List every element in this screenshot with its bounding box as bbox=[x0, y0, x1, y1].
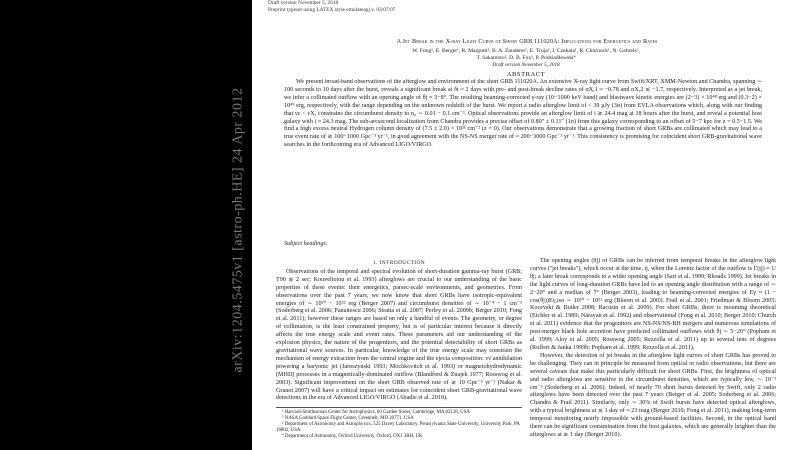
preprint-header bbox=[268, 0, 396, 13]
affiliation-1: ¹ Harvard-Smithsonian Center for Astrophysics, 60 Garden Street, Cambridge, MA 02138, USA bbox=[282, 410, 470, 416]
paper-title: A Jet Break in the X-ray Light Curve of Short GRB 111020A: Implications for Energetics and Rates bbox=[396, 38, 658, 45]
left-black-margin bbox=[0, 0, 252, 450]
affiliation-3: ³ Department of Astronomy and Astrophysics, 525 Davey Laboratory, Pennsylvania State University, University Park, PA 16802, USA bbox=[276, 422, 520, 434]
affiliation-4: ⁴ Department of Astronomy, Oxford University, Oxford, OX1 3RH, UK bbox=[282, 434, 423, 440]
affiliations-footnotes bbox=[276, 407, 522, 440]
affiliation-2: ² NASA Goddard Space Flight Center, Greenbelt, MD 20771, USA bbox=[282, 416, 414, 422]
intro-paragraph-left: Observations of the temporal and spectral evolution of short-duration gamma-ray burst (GRB; T90 ≲ 2 sec; Kouveliotou et al. 1993) afterglows are crucial to our understanding of the basic properties of these events: their energetics, parsec-scale environments, and geometries. From observations over the past 7 years, we now know that short GRBs have isotropic-equivalent energies of ∼ 10⁵⁰ − 10⁵² erg (Berger 2007) and circumburst densities of ∼ 10⁻⁴ − 1 cm⁻³ (Soderberg et al. 2006; Panaitescu 2006; Stratta et al. 2007; Perley et al. 2009b; Berger 2010; Fong et al. 2011); however these ranges are based on only a handful of events. The geometry, or degree of collimation, is the least constrained property, but is of particular interest because it directly affects the true energy scale and event rates. These parameters aid our understanding of the explosion physics, the nature of the progenitors, and the potential detectability of short GRBs as gravitational wave sources. In particular, knowledge of the true energy scale may constrain the mechanism of energy extraction from the central engine and the ejecta composition: νν̄ annihilation powering a baryonic jet (Jaroszynski 1993; Mochkovitch et al. 1993) or magnetohydrodynamic (MHD) processes in a magnetically-dominated outflow (Blandford & Znajek 1977; Rosswog et al. 2003). Significant improvement on the short GRB observed rate of ≳ 10 Gpc⁻³ yr⁻¹ (Nakar & Granot 2007) will have a critical impact on estimates for coincident short GRB-gravitational wave detections in the era of Advanced LIGO/VIRGO (Abadie et al. 2010). bbox=[276, 268, 522, 402]
authors-line-2: T. Sakamoto², D. B. Fox³, P. Podsiadlowski⁴ bbox=[476, 55, 576, 61]
template-line: Preprint typeset using LATEX style emulateapj v. 03/07/07 bbox=[268, 6, 396, 13]
arxiv-id-text: arXiv:1204.5475v1 [astro-ph.HE] 24 Apr 2012 bbox=[231, 87, 247, 373]
author-draft-version: Draft version November 5, 2018 bbox=[492, 62, 560, 68]
paper-page bbox=[252, 0, 800, 450]
right-column bbox=[530, 258, 776, 450]
section-heading-introduction: 1. INTRODUCTION bbox=[372, 260, 426, 266]
left-column bbox=[276, 260, 522, 446]
abstract-heading: ABSTRACT bbox=[506, 71, 546, 78]
draft-version-line: Draft version November 5, 2018 bbox=[268, 0, 339, 6]
authors-line-1: W. Fong¹, E. Berger¹, R. Margutti¹, B. A. Zauderer¹, E. Troja², I. Czekala¹, R. Chornock¹, N. Gehrels², bbox=[412, 48, 640, 54]
author-list bbox=[276, 48, 776, 62]
abstract-text: We present broad-band observations of the afterglow and environment of the short GRB 111020A. An extensive X-ray light curve from Swift/XRT, XMM-Newton and Chandra, spanning ∼ 100 seconds to 10 days after the burst, reveals a significant break at δt ≈ 2 days with pre- and post-break decline rates of αX,1 ≈ −0.78 and αX,2 ≲ −1.7, respectively. Interpreted as a jet break, we infer a collimated outflow with an opening angle of θj ≈ 3−8°. The resulting beaming-corrected γ-ray (10−1000 keV band) and blastwave kinetic energies are (2−3) × 10⁴⁸ erg and (0.3−2) × 10⁴⁹ erg, respectively, with the range depending on the unknown redshift of the burst. We report a radio afterglow limit of < 39 μJy (3σ) from EVLA observations which, along with our finding that νc < νX, constrains the circumburst density to n₀ ∼ 0.01 − 0.1 cm⁻³. Optical observations provide an afterglow limit of i ≳ 24.4 mag at 18 hours after the burst, and reveal a potential host galaxy with i ≈ 24.3 mag. The sub-arcsecond localization from Chandra provides a precise offset of 0.80″ ± 0.11″ (1σ) from this galaxy corresponding to an offset of 5−7 kpc for z = 0.5−1.5. We find a high excess neutral Hydrogen column density of (7.5 ± 2.0) × 10²¹ cm⁻² (z = 0). Our observations demonstrate that a growing fraction of short GRBs are collimated which may lead to a true event rate of ≳ 100−1000 Gpc⁻³ yr⁻¹, in good agreement with the NS-NS merger rate of ≈ 200−3000 Gpc⁻³ yr⁻¹. This consistency is promising for coincident short GRB-gravitational wave searches in the forthcoming era of Advanced LIGO/VIRGO. bbox=[284, 79, 762, 149]
arxiv-identifier-stamp bbox=[226, 60, 252, 400]
intro-paragraph-right-1: The opening angles (θj) of GRBs can be inferred from temporal breaks in the afterglow light curves ("jet breaks"), which occur at the time, tj, when the Lorentz factor of the outflow is Γ(tj) ≈ 1/θj; a later break corresponds to a wider opening angle (Sari et al. 1999; Rhoads 1999). Jet breaks in the light curves of long-duration GRBs have led to an opening angle distribution with a range of ∼ 2−20° and a median of 7° (Berger 2003), leading to beaming-corrected energies of Eγ ≈ (1 − cos(θj))Eγ,iso ∼ 10⁵⁰ − 10⁵¹ erg (Bloom et al. 2003; Frail et al. 2001; Friedman & Bloom 2005; Kocevski & Butler 2008; Racusin et al. 2009). For short GRBs, there is mounting theoretical (Eichler et al. 1989; Narayan et al. 1992) and observational (Fong et al. 2010; Berger 2010; Church et al. 2011) evidence that the progenitors are NS-NS/NS-BH mergers and numerous simulations of post-merger black hole accretion have predicted collimated outflows with θj ∼ 5−20° (Popham et al. 1999; Aloy et al. 2005; Rosswog 2005; Rezzolla et al. 2011) up to several tens of degrees (Ruffert & Janka 1999b; Popham et al. 1999; Rezzolla et al. 2011). bbox=[530, 258, 776, 351]
subject-headings: Subject headings: bbox=[284, 241, 328, 247]
intro-paragraph-right-2: However, the detection of jet breaks in the afterglow light curves of short GRBs has proved to be challenging. They can in principle be measured from optical or radio observations, but there are several caveats that make this particularly difficult for short GRBs. First, the brightness of optical and radio afterglows are sensitive to the circumburst densities, which are typically low, ∼ 10⁻² cm⁻³ (Soderberg et al. 2006). Indeed, of nearly 70 short bursts detected by Swift, only 2 radio afterglows have been detected over the past 7 years (Berger et al. 2005; Soderberg et al. 2006; Chandra & Frail 2011). Similarly, only ∼ 30% of Swift bursts have detected optical afterglows, with a typical brightness at ≲ 1 day of ≈ 23 mag (Berger 2010; Fong et al. 2011), making long-term temporal monitoring nearly impossible with ground-based facilities. Second, in the optical band there can be significant contamination from the host galaxies, which are generally brighter than the afterglows at ≳ 1 day (Berger 2010). bbox=[530, 352, 776, 438]
